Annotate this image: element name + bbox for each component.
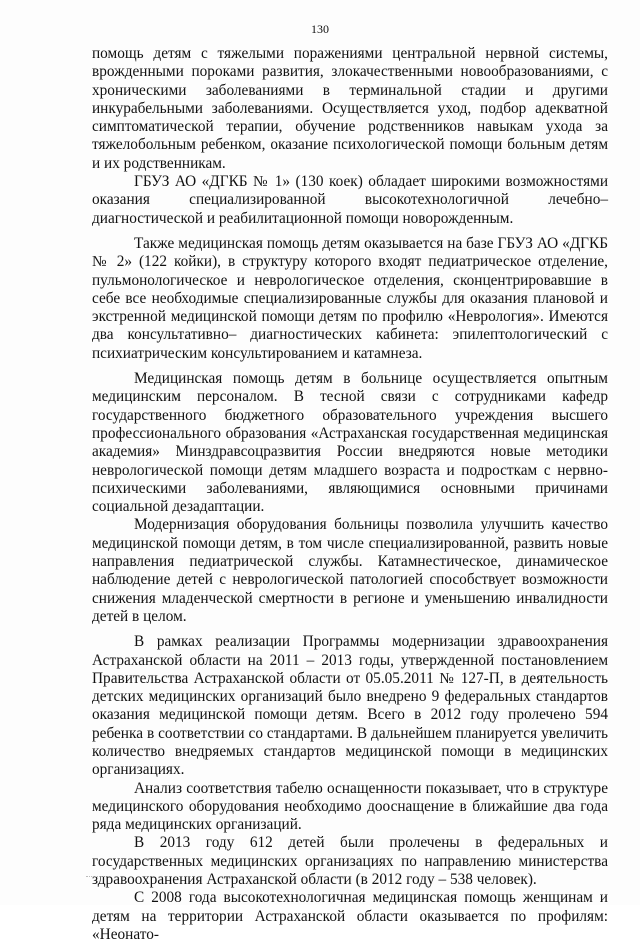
paragraph-medical-staff: Медицинская помощь детям в больнице осуществляется опытным медицинским персоналом. В тесной связи с сотрудниками кафедр государственного бюджетного образовательного учреждения высшего профессионального образования «Астраханская государственная медицинская академия» Минздравсоцразвития России внедряются новые методики неврологической помощи детям младшего возраста и подросткам с нервно-психическими заболеваниями, являющимися основными причинами социальной дезадаптации. [92,370,608,516]
paragraph-dgkb-2: Также медицинская помощь детям оказывается на базе ГБУЗ АО «ДГКБ № 2» (122 койки), в структуру которого входят педиатрическое отделение, пульмонологическое и неврологическое отделения, сконцентрировавшие в себе все необходимые специализированные службы для оказания плановой и экстренной медицинской помощи детям по профилю «Неврология». Имеются два консультативно– диагностических кабинета: эпилептологический с психиатрическим консультированием и катамнеза. [92,234,608,362]
paragraph-dgkb-1: ГБУЗ АО «ДГКБ № 1» (130 коек) обладает широкими возможностями оказания специализированной высокотехнологичной лечебно– диагностической и реабилитационной помощи новорожденным. [92,173,608,227]
paragraph-modernization: Модернизация оборудования больницы позволила улучшить качество медицинской помощи детям, в том числе специализированной, развить новые направления педиатрической службы. Катамнестическое, динамическое наблюдение детей с неврологической патологией способствует возможности снижения младенческой смертности в регионе и уменьшению инвалидности детей в целом. [92,516,608,625]
paragraph-2013-treated: В 2013 году 612 детей были пролечены в федеральных и государственных медицинских организациях по направлению министерства здравоохранения Астраханской области (в 2012 году – 538 человек). [92,834,608,889]
paragraph-equipment-analysis: Анализ соответствия табелю оснащенности показывает, что в структуре медицинского оборудования необходимо дооснащение в ближайшие два года ряда медицинских организаций. [92,779,608,834]
paragraph-high-tech-care: С 2008 года высокотехнологичная медицинская помощь женщинам и детям на территории Астраханской области оказывается по профилям: «Неонато- [92,889,608,943]
document-body [92,45,608,944]
paragraph-palliative-care: помощь детям с тяжелыми поражениями центральной нервной системы, врожденными пороками развития, злокачественными новообразованиями, с хроническими заболеваниями в терминальной стадии и другими инкурабельными заболеваниями. Осуществляется уход, подбор адекватной симптоматической терапии, обучение родственников навыкам ухода за тяжелобольным ребенком, оказание психологической помощи больным детям и их родственникам. [92,45,608,172]
page-number: 130 [311,22,329,36]
paragraph-program-2011-2013: В рамках реализации Программы модернизации здравоохранения Астраханской области на 2011 – 2013 годы, утвержденной постановлением Правительства Астраханской области от 05.05.2011 № 127-П, в деятельность детских медицинских организаций было внедрено 9 федеральных стандартов оказания медицинской помощи детям. Всего в 2012 году пролечено 594 ребенка в соответствии со стандартами. В дальнейшем планируется увеличить количество внедряемых стандартов медицинской помощи в медицинских организациях. [92,633,608,779]
scan-artifact [86,876,104,880]
